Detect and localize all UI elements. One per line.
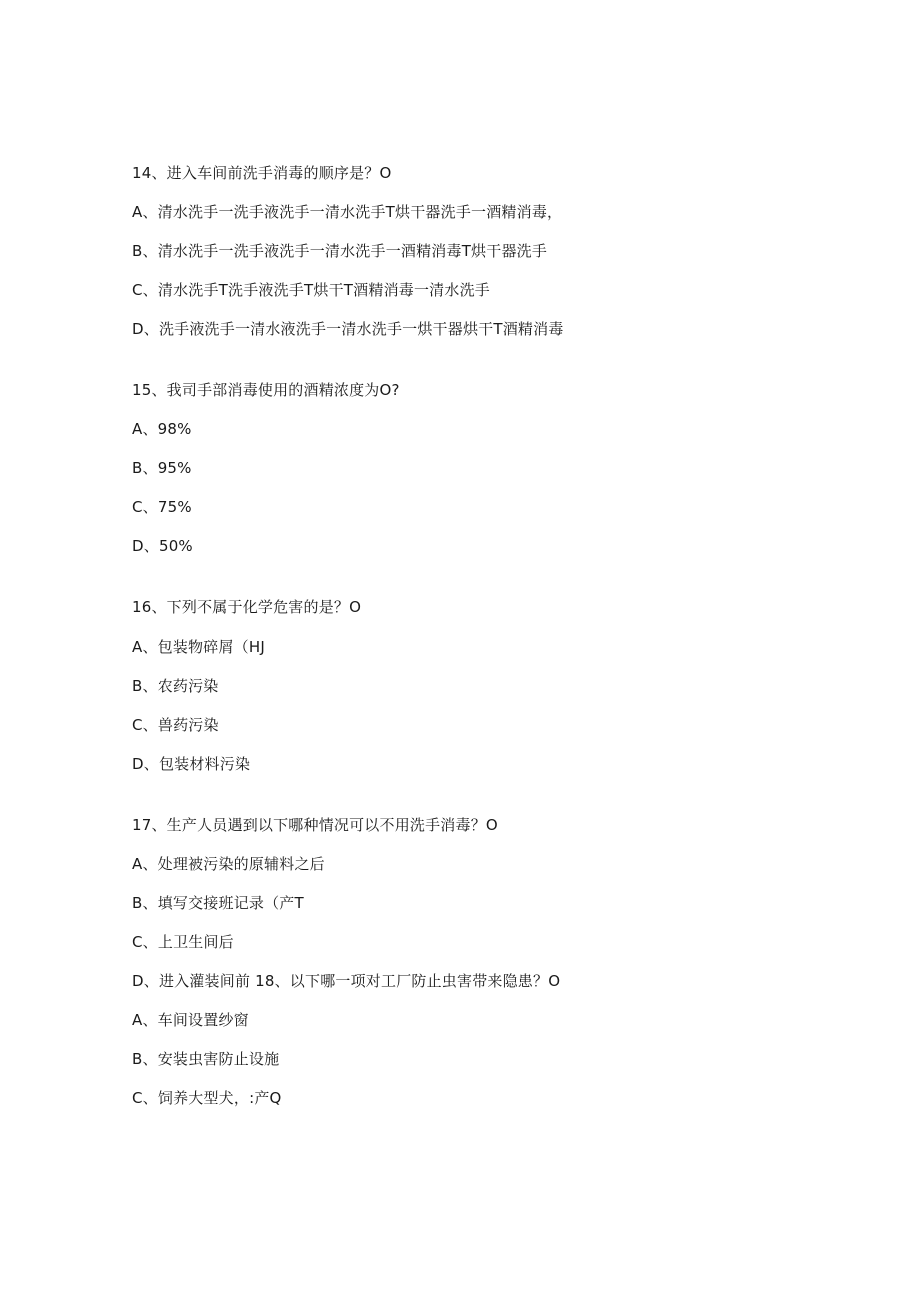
question-14-option-d: D、洗手液洗手一清水液洗手一清水洗手一烘干器烘干T酒精消毒: [132, 320, 564, 338]
question-15-option-c: C、75%: [132, 498, 192, 516]
question-17-option-a: A、处理被污染的原辅料之后: [132, 855, 325, 873]
question-18-option-b: B、安装虫害防止设施: [132, 1050, 280, 1068]
question-18-option-c: C、饲养大型犬，:产Q: [132, 1089, 282, 1107]
question-15-option-d: D、50%: [132, 537, 193, 555]
question-14-option-b: B、清水洗手一洗手液洗手一清水洗手一酒精消毒T烘干器洗手: [132, 242, 548, 260]
question-15-option-a: A、98%: [132, 420, 192, 438]
question-15-text: 15、我司手部消毒使用的酒精浓度为O?: [132, 381, 400, 399]
question-14-option-c: C、清水洗手T洗手液洗手T烘干T酒精消毒一清水洗手: [132, 281, 490, 299]
question-17-option-d-and-question-18: D、进入灌装间前 18、以下哪一项对工厂防止虫害带来隐患？O: [132, 972, 561, 990]
question-17-text: 17、生产人员遇到以下哪种情况可以不用洗手消毒？O: [132, 816, 498, 834]
question-17-option-b: B、填写交接班记录（产T: [132, 894, 304, 912]
question-15-option-b: B、95%: [132, 459, 192, 477]
question-16-option-c: C、兽药污染: [132, 716, 219, 734]
question-16-text: 16、下列不属于化学危害的是？O: [132, 598, 362, 616]
question-16-option-d: D、包装材料污染: [132, 755, 251, 773]
question-18-option-a: A、车间设置纱窗: [132, 1011, 249, 1029]
question-14-option-a: A、清水洗手一洗手液洗手一清水洗手T烘干器洗手一酒精消毒，: [132, 203, 563, 221]
question-14-text: 14、进入车间前洗手消毒的顺序是？O: [132, 164, 392, 182]
question-17-option-c: C、上卫生间后: [132, 933, 234, 951]
question-16-option-a: A、包装物碎屑（HJ: [132, 638, 265, 656]
question-16-option-b: B、农药污染: [132, 677, 219, 695]
